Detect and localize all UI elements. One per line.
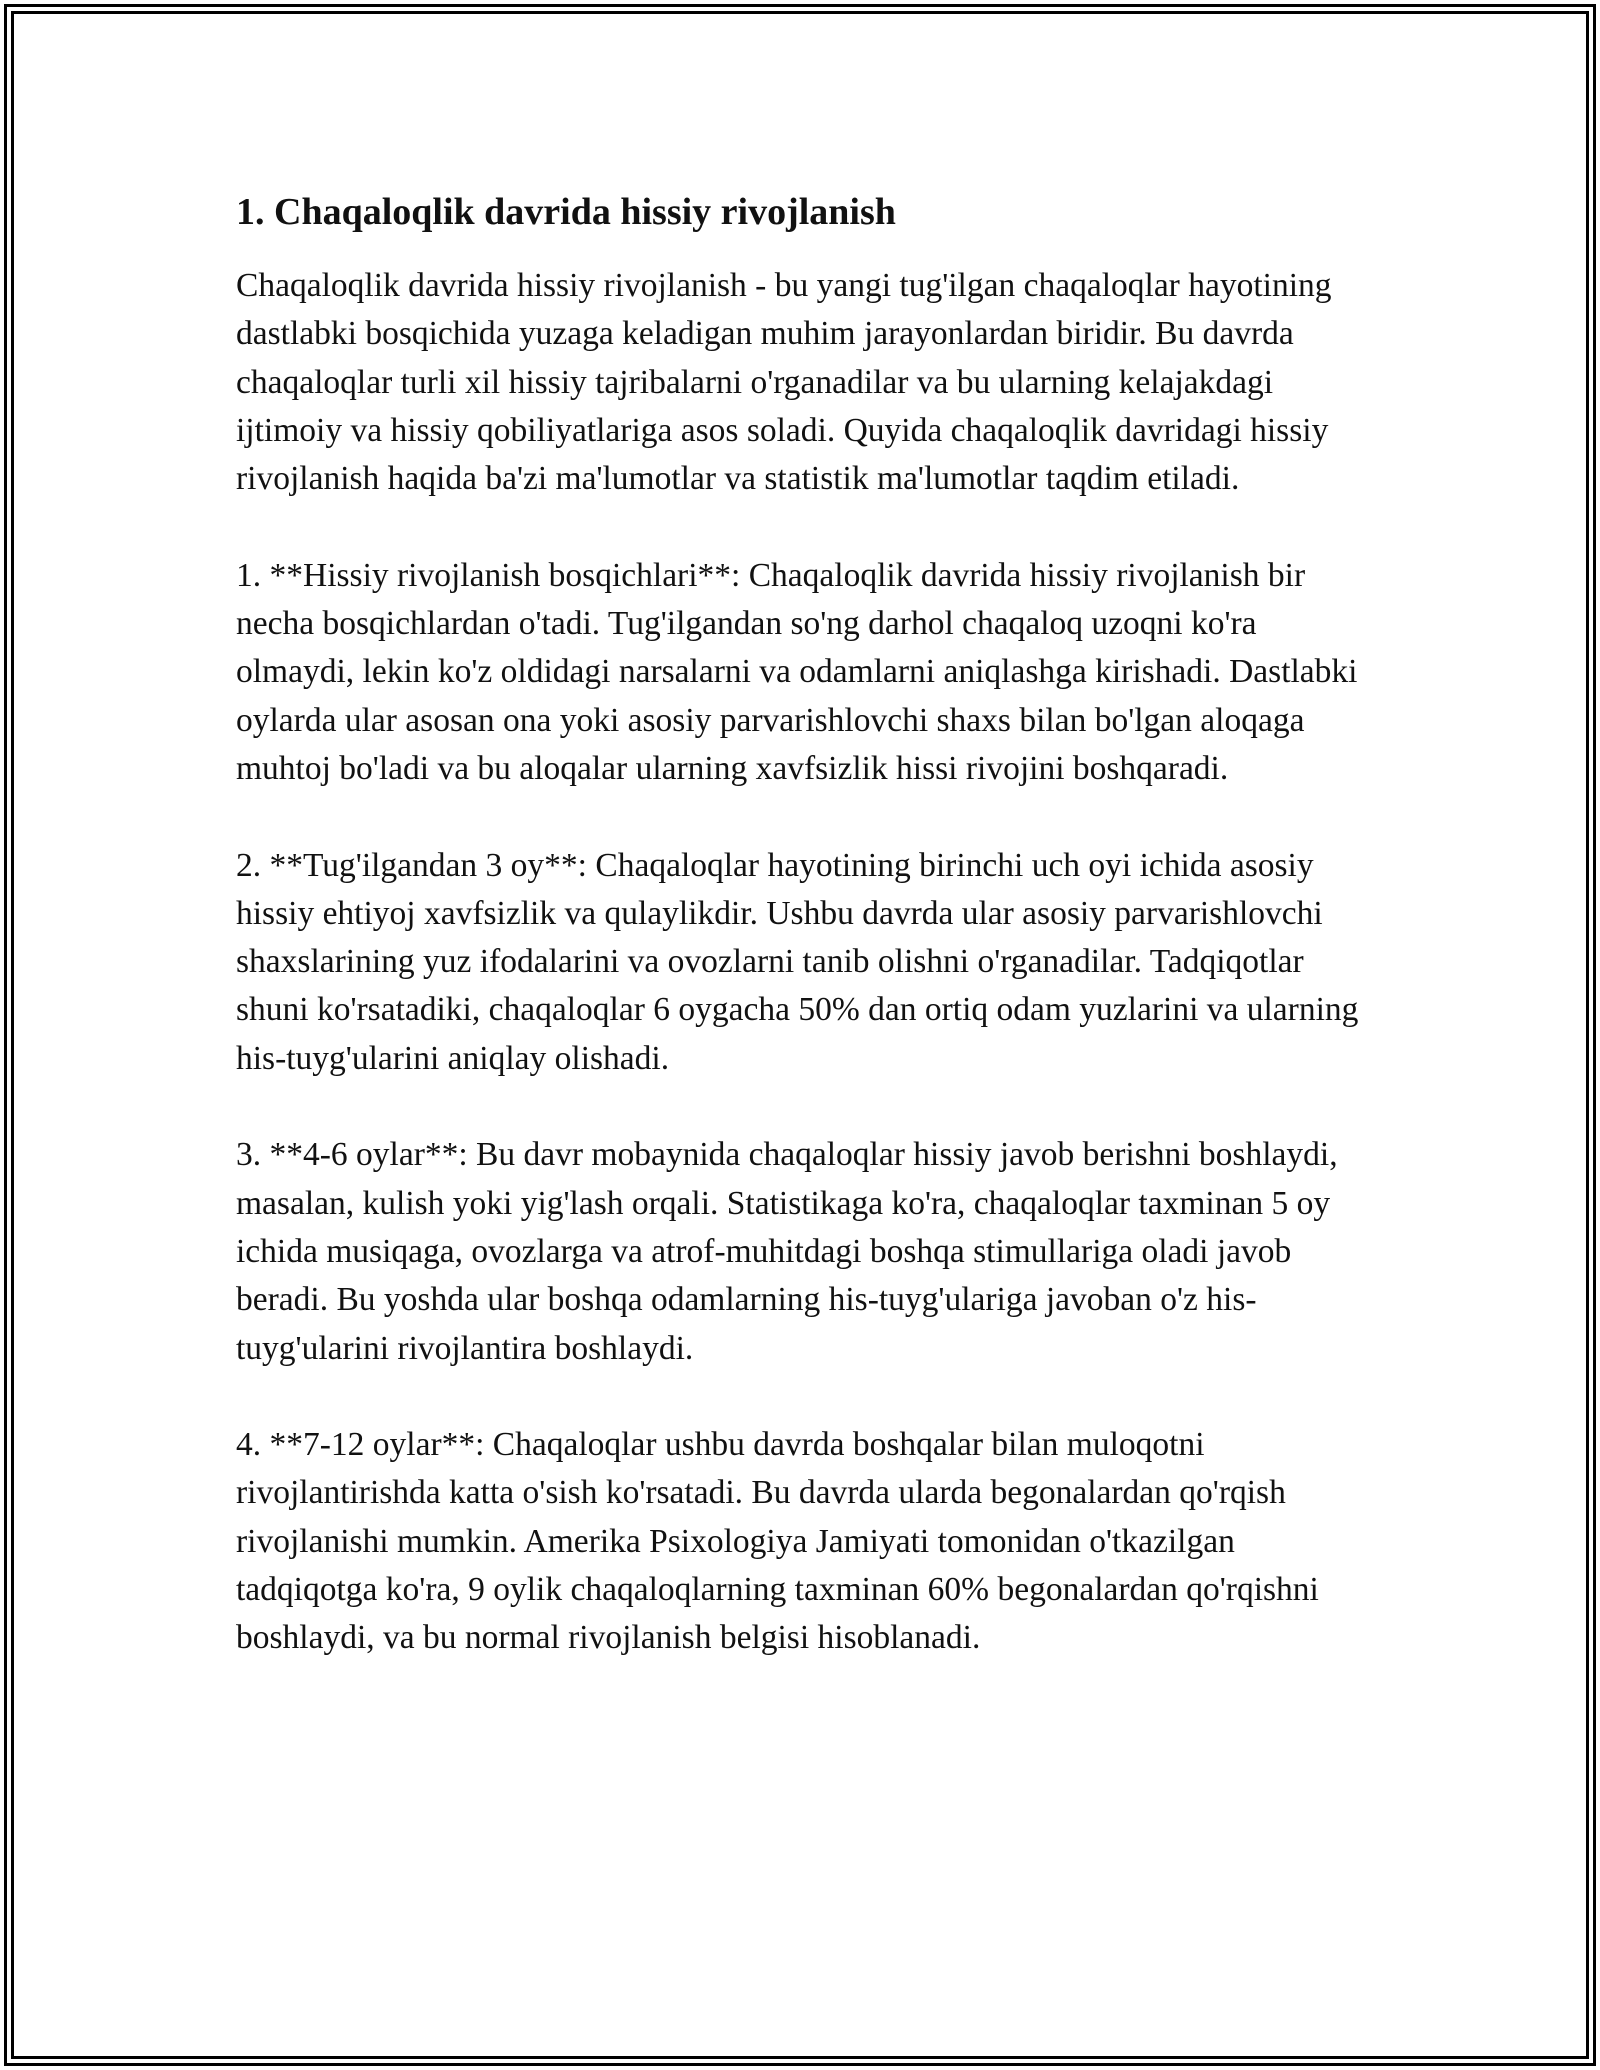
paragraph-emotional-stages: 1. **Hissiy rivojlanish bosqichlari**: Chaqaloqlik davrida hissiy rivojlanish bir necha bosqichlardan o'tadi. Tug'ilgandan so'ng darhol chaqaloq uzoqni ko'ra olmaydi, lekin ko'z oldidagi narsalarni va odamlarni aniqlashga kirishadi. Dastlabki oylarda ular asosan ona yoki asosiy parvarishlovchi shaxs bilan bo'lgan aloqaga muhtoj bo'ladi va bu aloqalar ularning xavfsizlik hissi rivojini boshqaradi. xyxy=(236,556,1358,787)
paragraph-birth-to-3-months: 2. **Tug'ilgandan 3 oy**: Chaqaloqlar hayotining birinchi uch oyi ichida asosiy hissiy ehtiyoj xavfsizlik va qulaylikdir. Ushbu davrda ular asosiy parvarishlovchi shaxslarining yuz ifodalarini va ovozlarni tanib olishni o'rganadilar. Tadqiqotlar shuni ko'rsatadiki, chaqaloqlar 6 oygacha 50% dan ortiq odam yuzlarini va ularning his-tuyg'ularini aniqlay olishadi. xyxy=(236,846,1359,1077)
paragraph-4-6-months: 3. **4-6 oylar**: Bu davr mobaynida chaqaloqlar hissiy javob berishni boshlaydi, masalan, kulish yoki yig'lash orqali. Statistikaga ko'ra, chaqaloqlar taxminan 5 oy ichida musiqaga, ovozlarga va atrof-muhitdagi boshqa stimullariga oladi javob beradi. Bu yoshda ular boshqa odamlarning his-tuyg'ulariga javoban o'z his-tuyg'ularini rivojlantira boshlaydi. xyxy=(236,1136,1338,1367)
intro-paragraph: Chaqaloqlik davrida hissiy rivojlanish - bu yangi tug'ilgan chaqaloqlar hayotining dastlabki bosqichida yuzaga keladigan muhim jarayonlardan biridir. Bu davrda chaqaloqlar turli xil hissiy tajribalarni o'rganadilar va bu ularning kelajakdagi ijtimoiy va hissiy qobiliyatlariga asos soladi. Quyida chaqaloqlik davridagi hissiy rivojlanish haqida ba'zi ma'lumotlar va statistik ma'lumotlar taqdim etiladi. xyxy=(236,267,1332,498)
document-body xyxy=(236,188,1366,1711)
section-heading: 1. Chaqaloqlik davrida hissiy rivojlanish xyxy=(236,191,896,233)
paragraph-7-12-months: 4. **7-12 oylar**: Chaqaloqlar ushbu davrda boshqalar bilan muloqotni rivojlantirishda katta o'sish ko'rsatadi. Bu davrda ularda begonalardan qo'rqish rivojlanishi mumkin. Amerika Psixologiya Jamiyati tomonidan o'tkazilgan tadqiqotga ko'ra, 9 oylik chaqaloqlarning taxminan 60% begonalardan qo'rqishni boshlaydi, va bu normal rivojlanish belgisi hisoblanadi. xyxy=(236,1426,1319,1657)
